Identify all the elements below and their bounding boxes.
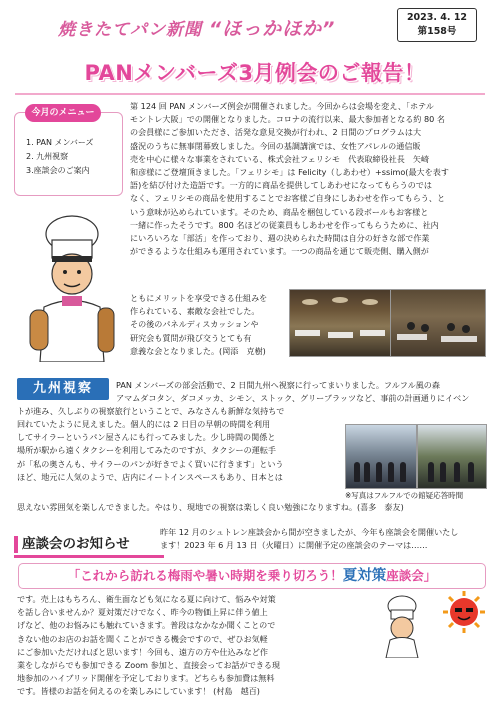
issue-box [397,8,477,42]
zadankai-section-tag: 座談会のお知らせ [14,533,164,558]
article-line: の会員様にご参加いただき、活発な意見交換が行われ、2 日間のプログラムは大 [130,127,422,138]
article-line: 地参加のハイブリッド開催を予定しております。どちらも参加費は無料 [17,673,275,684]
kyushu-article [116,379,488,405]
kyushu-photo [345,424,417,489]
zadankai-article [17,593,369,659]
headline: PANメンバーズ3月例会のご報告！ [84,61,426,85]
article-line: トが進み、久しぶりの視察旅行ということで、みなさんも新鮮な気持ちで [17,406,285,416]
issue-date: 2023. 4. 12 [406,12,468,23]
article-report [130,100,488,258]
menu-list [26,136,94,178]
banner-text: 「これから訪れる梅雨や暑い時期を乗り切ろう！ [67,568,343,583]
sun-chef-illustration [372,590,492,658]
article-line: 場所が駅から遠くタクシーを利用してみたのですが、タクシーの運転手 [17,445,277,456]
menu-item: 3.座談会のご案内 [26,166,90,175]
article-line: してサイラーというパン屋さんにも行ってみました。少し時間の関係と [17,432,276,443]
article-report-continued [130,292,286,358]
publication-name: 焼きたてパン新聞 [58,20,202,40]
article-line: 作られている、素敵な会社でした。 [130,306,260,317]
article-line: が「私の奥さんも、サイラーのパンが好きでよく買いに行きます」という [17,458,284,469]
menu-title: 今月のメニュー [25,104,101,122]
article-line: なく、フェリシモの商品を使用することでお客様ご自身にしあわせを作ってもらう、と [130,193,446,204]
article-line: ができるような仕組みも運用されています。一つの商品を通じて販売側、購入側が [130,246,429,257]
article-line: にご参加いただければと思います！今回も、遠方の方や仕込みなど作 [17,646,268,657]
article-line: 盛況のうちに無事閉幕致しました。今回の基調講演では、女性アパレルの通信販 [130,140,421,151]
article-line: 業をしながらでも参加できる Zoom 参加と、直接会ってお話ができる現 [17,660,281,670]
zadankai-intro [160,526,490,552]
article-line: PAN メンバーズの部会活動で、2 日間九州へ視察に行ってまいりました。フルフル風の森 [116,380,440,390]
article-line: きない他のお店のお話を聞くことができる機会ですので、ぜひお気軽 [17,633,268,644]
article-line: にいろいろな「部活」を作っており、週の決められた時間は自分の好きな部で作業 [130,233,430,244]
article-line: 第 124 回 PAN メンバーズ例会が開催されました。今回からは会場を変え、「ホテル [130,101,434,111]
zadankai-article-wide [17,659,489,699]
publication-title [58,14,335,41]
article-line: ます！2023 年 6 月 13 日（火曜日）に開催予定の座談会のテーマは…… [160,540,428,551]
article-line: 回れていたように見えました。個人的には 2 日目の早朝の時間を利用 [17,419,271,429]
banner-text: 座談会」 [386,568,437,583]
kyushu-photo [417,424,487,489]
chef-illustration [22,212,122,362]
article-line: 研究会も質問が飛び交うとても有 [130,332,252,343]
article-line: げなど、他のお悩みにも触れていきます。普段はなかなか聞くことので [17,620,276,631]
kyushu-article-narrow [17,418,342,484]
article-line: ともにメリットを享受できる仕組みを [130,293,268,303]
menu-item: 1. PAN メンバーズ [26,138,94,147]
meeting-photo [390,289,486,357]
issue-number: 第158号 [417,26,457,37]
article-line: 一緒に作ったそうです。800 名ほどの従業員もしあわせを作ってもらうために、社内 [130,219,439,230]
kyushu-article-last: 思えない雰囲気を楽しんできました。やはり、現地での視察は楽しく良い勉強になりますね。(喜多 泰友) [17,502,404,512]
kyushu-section-tag: 九州視察 [17,378,109,400]
article-line: その後のパネルディスカッションや [130,319,259,330]
article-line: ほど、地元に人気のようで、店内にイートインスペースもあり、日本とは [17,471,283,482]
kyushu-article-line3 [17,405,489,418]
article-line: モントレ大阪」での開催となりました。コロナの流行以来、最大参加者となる約 80 名 [130,114,445,125]
divider [15,93,485,95]
article-line: 昨年 12 月のシュトレン座談会から間が空きましたが、今年も座談会を開催いたし [160,527,459,537]
article-line: 和彦様にご登壇頂きました。「フェリシモ」は Felicity（しあわせ）+ssimo(最大を表す [130,167,449,178]
article-line: 売を中心に様々な事業をされている、株式会社フェリシモ 代表取締役社長 矢崎 [130,153,430,164]
menu-item: 2. 九州視察 [26,152,69,161]
article-line: を話し合いませんか？夏対策だけでなく、昨今の物価上昇に伴う値上 [17,607,268,618]
article-line: いう意味が込められています。そのため、商品を梱包している段ボールもお客様と [130,206,429,217]
meeting-photo [289,289,391,357]
zadankai-theme-banner [18,563,486,589]
article-line: 語)を結び付けた造語です。一方的に商品を提供してしあわせになってもらうのでは [130,180,432,191]
article-line: アマムダコタン、ダコメッカ、シモン、ストック、グリーブラッツなど、事前の計画通りにイベン [116,393,470,404]
banner-highlight: 夏対策 [342,568,387,584]
article-line: です。皆様のお話を伺えるのを楽しみにしています！ (村島 越百) [17,686,260,697]
article-line: 意義な会となりました。(岡添 克樹) [130,345,266,356]
photo-caption: ※写真はフルフルでの館疑応答時間 [345,491,464,500]
article-line: です。売上はもちろん、衛生面なども気になる夏に向けて、悩みや対策 [17,594,276,604]
publication-quote: “ほっかほか” [208,18,336,40]
